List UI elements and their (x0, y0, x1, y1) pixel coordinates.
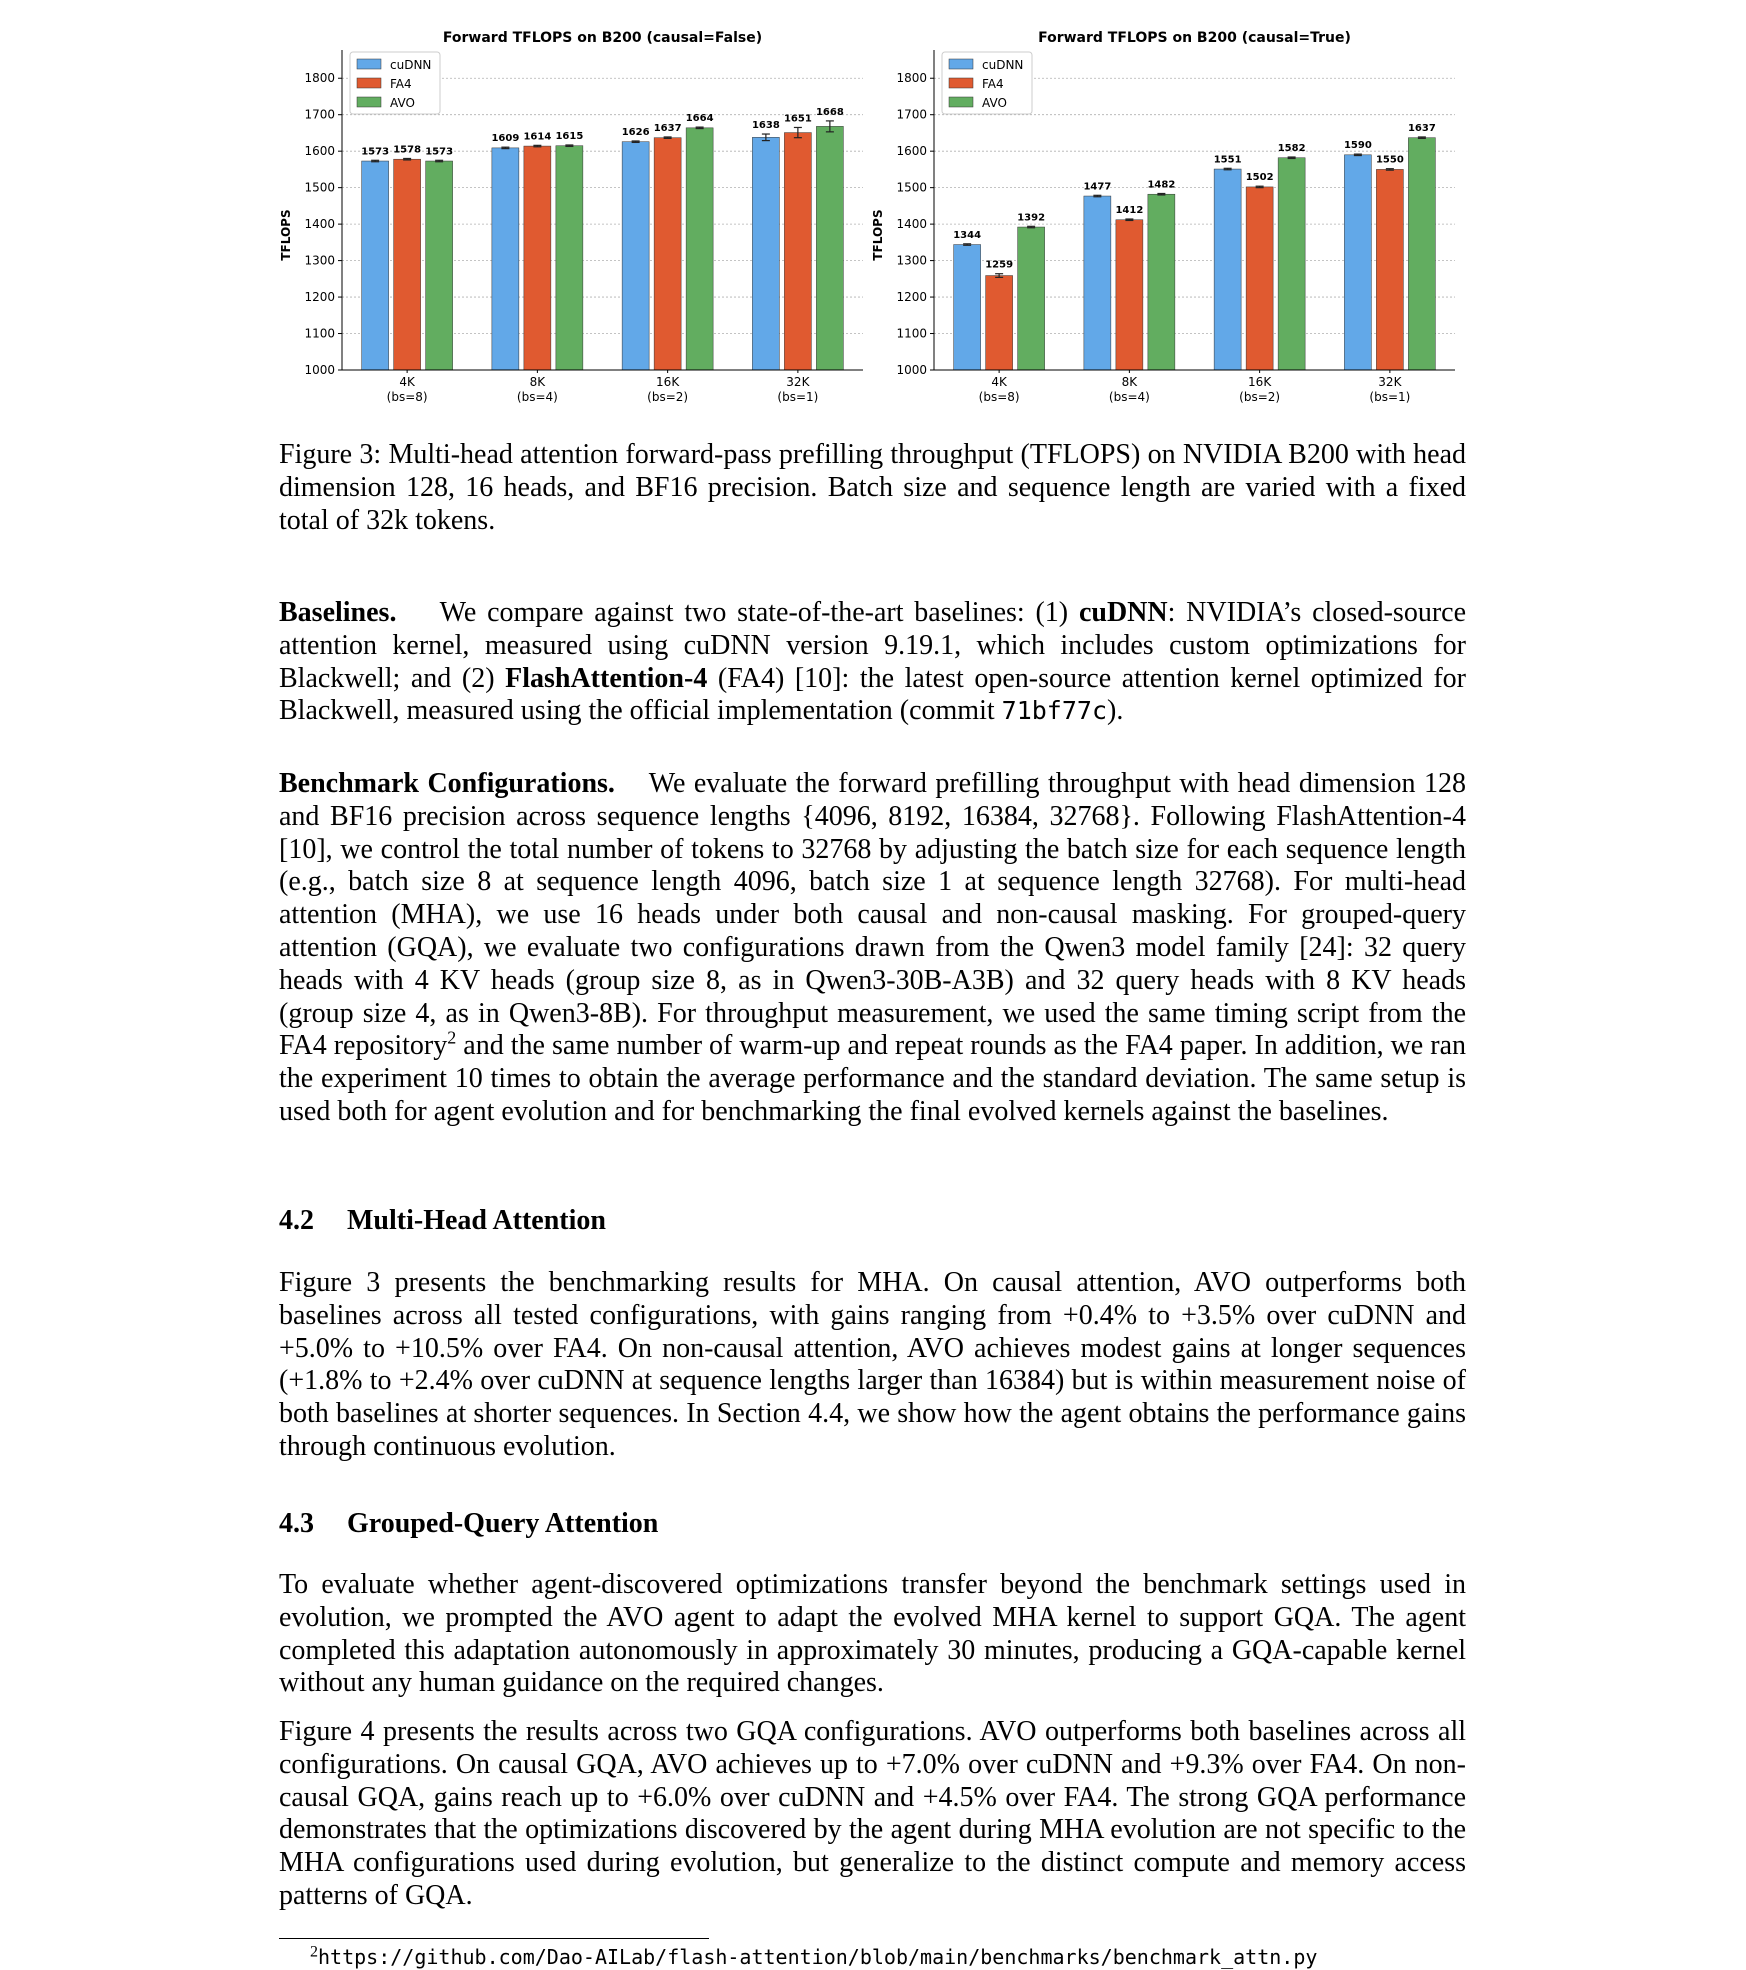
bar-FA4-8K-1 (1116, 220, 1143, 370)
legend-label-FA4-1: FA4 (982, 77, 1004, 91)
data-label-FA4-4K-1: 1259 (985, 259, 1014, 271)
bar-FA4-4K-1 (986, 276, 1013, 370)
data-label-AVO-32K-0: 1668 (815, 106, 844, 118)
y-tick-label-0-5: 1500 (304, 180, 335, 195)
footnote-rule (279, 1938, 709, 1939)
bar-cuDNN-32K-0 (752, 137, 779, 370)
figure-3-charts (280, 20, 1470, 420)
x-tick-sublabel-1-0: (bs=8) (978, 390, 1020, 404)
section-4-3-paragraph-1: To evaluate whether agent-discovered optimizations transfer beyond the benchmark settings used in evolution, we prompted the AVO agent to adapt the evolved MHA kernel to support GQA. The agent completed this adaptation autonomously in approximately 30 minutes, producing a GQA-capable kernel without any human guidance on the required changes. (279, 1569, 1466, 1699)
data-label-FA4-16K-0: 1637 (653, 122, 682, 134)
data-label-cuDNN-16K-1: 1551 (1213, 154, 1242, 166)
x-tick-sublabel-0-2: (bs=2) (647, 390, 689, 404)
benchmark-text-1: We evaluate the forward prefilling throughput with head dimension 128 and BF16 precision across sequence lengths {4096, 8192, 16384, 32768}. Following FlashAttention-4 [10], we control the total number of tokens to 32768 by adjusting the batch size for each sequence length (e.g., batch size 8 at sequence length 4096, batch size 1 at sequence length 32768). For multi-head attention (MHA), we use 16 heads under both causal and non-causal masking. For grouped-query attention (GQA), we evaluate two configurations drawn from the Qwen3 model family [24]: 32 query heads with 4 KV heads (group size 8, as in Qwen3-30B-A3B) and 32 query heads with 8 KV heads (group size 4, as in Qwen3-8B). For throughput measurement, we used the same timing script from the FA4 repository (279, 768, 1467, 1062)
x-tick-label-0-2: 16K (656, 375, 680, 389)
section-4-3-title: Grouped-Query Attention (347, 1508, 659, 1539)
y-tick-label-1-3: 1300 (896, 253, 927, 268)
legend-label-AVO-1: AVO (982, 96, 1007, 110)
bar-AVO-16K-0 (686, 128, 713, 370)
benchmark-text-2: and the same number of warm-up and repeat rounds as the FA4 paper. In addition, we ran the experiment 10 times to obtain the average performance and the standard deviation. The same setup is used both for agent evolution and for benchmarking the final evolved kernels against the baselines. (279, 1030, 1466, 1127)
bar-FA4-32K-1 (1376, 169, 1403, 370)
bar-AVO-32K-0 (816, 126, 843, 370)
y-tick-label-1-5: 1500 (896, 180, 927, 195)
y-tick-label-0-8: 1800 (304, 71, 335, 86)
section-4-3-number: 4.3 (279, 1508, 314, 1539)
section-4-2-paragraph: Figure 3 presents the benchmarking results for MHA. On causal attention, AVO outperforms both baselines across all tested configurations, with gains ranging from +0.4% to +3.5% over cuDNN and +5.0% to +10.5% over FA4. On non-causal attention, AVO achieves modest gains at longer sequences (+1.8% to +2.4% over cuDNN at sequence lengths larger than 16384) but is within measurement noise of both baselines at shorter sequences. In Section 4.4, we show how the agent obtains the performance gains through continuous evolution. (279, 1267, 1466, 1462)
bar-AVO-16K-1 (1278, 158, 1305, 370)
bar-cuDNN-16K-0 (622, 142, 649, 370)
y-tick-label-0-4: 1400 (304, 217, 335, 232)
y-tick-label-0-2: 1200 (304, 290, 335, 305)
y-tick-label-0-3: 1300 (304, 253, 335, 268)
benchmark-paragraph (279, 768, 1466, 1129)
x-tick-label-1-3: 32K (1378, 375, 1402, 389)
section-4-2-heading (279, 1205, 606, 1237)
legend-swatch-AVO-1 (949, 97, 973, 107)
legend-label-AVO-0: AVO (390, 96, 415, 110)
data-label-FA4-8K-1: 1412 (1115, 205, 1144, 217)
y-tick-label-1-8: 1800 (896, 71, 927, 86)
baselines-fa4: FlashAttention-4 (505, 662, 708, 694)
data-label-cuDNN-32K-1: 1590 (1343, 140, 1372, 152)
bar-cuDNN-4K-1 (954, 245, 981, 370)
section-4-2-title: Multi-Head Attention (347, 1205, 606, 1236)
section-4-2-number: 4.2 (279, 1205, 314, 1236)
x-tick-sublabel-0-1: (bs=4) (516, 390, 558, 404)
x-tick-sublabel-0-3: (bs=1) (777, 390, 819, 404)
y-tick-label-0-7: 1700 (304, 107, 335, 122)
x-tick-label-1-2: 16K (1248, 375, 1272, 389)
data-label-AVO-4K-0: 1573 (425, 146, 454, 158)
bar-cuDNN-32K-1 (1344, 155, 1371, 370)
bar-AVO-8K-1 (1148, 194, 1175, 370)
baselines-text-2: : NVIDIA’s closed-source attention kernel, measured using cuDNN version 9.19.1, which includes custom optimizations for Blackwell; and (2) (279, 597, 1467, 694)
commit-hash: 71bf77c (1001, 696, 1107, 726)
bar-FA4-16K-0 (654, 138, 681, 370)
baselines-heading: Baselines. (279, 597, 397, 628)
y-axis-label-0: TFLOPS (280, 209, 293, 261)
data-label-FA4-4K-0: 1578 (393, 144, 422, 156)
x-tick-sublabel-1-3: (bs=1) (1369, 390, 1411, 404)
chart-title-1: Forward TFLOPS on B200 (causal=True) (1038, 30, 1351, 46)
y-tick-label-1-0: 1000 (896, 363, 927, 377)
section-4-3-heading (279, 1508, 658, 1540)
data-label-AVO-32K-1: 1637 (1407, 122, 1436, 134)
data-label-FA4-32K-1: 1550 (1375, 154, 1404, 166)
legend-label-FA4-0: FA4 (390, 77, 412, 91)
baselines-text-4: ). (1107, 695, 1124, 727)
chart-title-0: Forward TFLOPS on B200 (causal=False) (442, 30, 763, 46)
figure-caption (279, 438, 1466, 537)
benchmark-heading: Benchmark Configurations. (279, 768, 615, 799)
caption-label: Figure 3: (279, 439, 382, 470)
y-tick-label-1-4: 1400 (896, 217, 927, 232)
bar-FA4-16K-1 (1246, 187, 1273, 370)
data-label-AVO-4K-1: 1392 (1017, 212, 1046, 224)
x-tick-label-1-1: 8K (1121, 375, 1138, 389)
bar-cuDNN-8K-0 (492, 148, 519, 370)
bar-cuDNN-16K-1 (1214, 169, 1241, 370)
bar-cuDNN-8K-1 (1084, 196, 1111, 370)
data-label-AVO-16K-1: 1582 (1277, 143, 1306, 155)
bar-FA4-4K-0 (394, 159, 421, 370)
y-tick-label-0-0: 1000 (304, 363, 335, 377)
y-tick-label-0-6: 1600 (304, 144, 335, 159)
data-label-cuDNN-32K-0: 1638 (751, 120, 780, 132)
x-tick-sublabel-1-1: (bs=4) (1108, 390, 1150, 404)
figure-3 (280, 20, 1470, 420)
baselines-paragraph (279, 597, 1466, 728)
bar-AVO-32K-1 (1408, 138, 1435, 370)
y-tick-label-1-6: 1600 (896, 144, 927, 159)
bar-AVO-4K-0 (426, 161, 453, 370)
x-tick-label-1-0: 4K (991, 375, 1007, 389)
footnote-marker[interactable]: 2 (447, 1028, 457, 1049)
x-tick-sublabel-1-2: (bs=2) (1239, 390, 1281, 404)
data-label-FA4-8K-0: 1614 (523, 131, 552, 143)
legend-swatch-AVO-0 (357, 97, 381, 107)
legend-label-cuDNN-0: cuDNN (390, 58, 432, 72)
legend-swatch-FA4-1 (949, 78, 973, 88)
data-label-AVO-16K-0: 1664 (685, 113, 714, 125)
data-label-FA4-16K-1: 1502 (1245, 172, 1274, 184)
legend-swatch-cuDNN-0 (357, 59, 381, 69)
section-4-3-paragraph-2: Figure 4 presents the results across two GQA configurations. AVO outperforms both baselines across all configurations. On causal GQA, AVO achieves up to +7.0% over cuDNN and +9.3% over FA4. On non-causal GQA, gains reach up to +6.0% over cuDNN and +4.5% over FA4. The strong GQA performance demonstrates that the optimizations discovered by the agent during MHA evolution are not specific to the MHA configurations used during evolution, but generalize to the distinct compute and memory access patterns of GQA. (279, 1716, 1466, 1911)
y-tick-label-1-1: 1100 (896, 326, 927, 341)
y-tick-label-1-7: 1700 (896, 107, 927, 122)
y-tick-label-1-2: 1200 (896, 290, 927, 305)
baselines-text-3: (FA4) [10]: the latest open-source attention kernel optimized for Blackwell, measured using the official implementation (commit (279, 662, 1467, 727)
caption-text: Multi-head attention forward-pass prefilling throughput (TFLOPS) on NVIDIA B200 with head dimension 128, 16 heads, and BF16 precision. Batch size and sequence length are varied with a fixed total of 32k tokens. (279, 439, 1467, 536)
x-tick-sublabel-0-0: (bs=8) (386, 390, 428, 404)
data-label-cuDNN-8K-1: 1477 (1083, 181, 1112, 193)
baselines-cudnn: cuDNN (1078, 597, 1168, 628)
data-label-AVO-8K-0: 1615 (555, 130, 584, 142)
footnote-url[interactable]: https://github.com/Dao-AILab/flash-attention/blob/main/benchmarks/benchmark_attn.py (318, 1945, 1318, 1969)
baselines-text-1: We compare against two state-of-the-art baselines: (1) (439, 597, 1079, 628)
legend-swatch-cuDNN-1 (949, 59, 973, 69)
y-axis-label-1: TFLOPS (871, 209, 885, 261)
data-label-cuDNN-4K-0: 1573 (361, 146, 390, 158)
data-label-AVO-8K-1: 1482 (1147, 179, 1176, 191)
x-tick-label-0-3: 32K (786, 375, 810, 389)
bar-cuDNN-4K-0 (362, 161, 389, 370)
data-label-cuDNN-4K-1: 1344 (953, 229, 982, 241)
bar-AVO-8K-0 (556, 146, 583, 370)
bar-AVO-4K-1 (1018, 227, 1045, 370)
data-label-cuDNN-8K-0: 1609 (491, 133, 520, 145)
data-label-FA4-32K-0: 1651 (783, 113, 812, 125)
y-tick-label-0-1: 1100 (304, 326, 335, 341)
legend-swatch-FA4-0 (357, 78, 381, 88)
footnote-number: 2 (310, 1943, 318, 1961)
x-tick-label-0-1: 8K (529, 375, 546, 389)
bar-FA4-32K-0 (784, 133, 811, 370)
data-label-cuDNN-16K-0: 1626 (621, 126, 650, 138)
footnote (310, 1945, 1317, 1970)
bar-FA4-8K-0 (524, 146, 551, 370)
legend-label-cuDNN-1: cuDNN (982, 58, 1024, 72)
x-tick-label-0-0: 4K (399, 375, 415, 389)
